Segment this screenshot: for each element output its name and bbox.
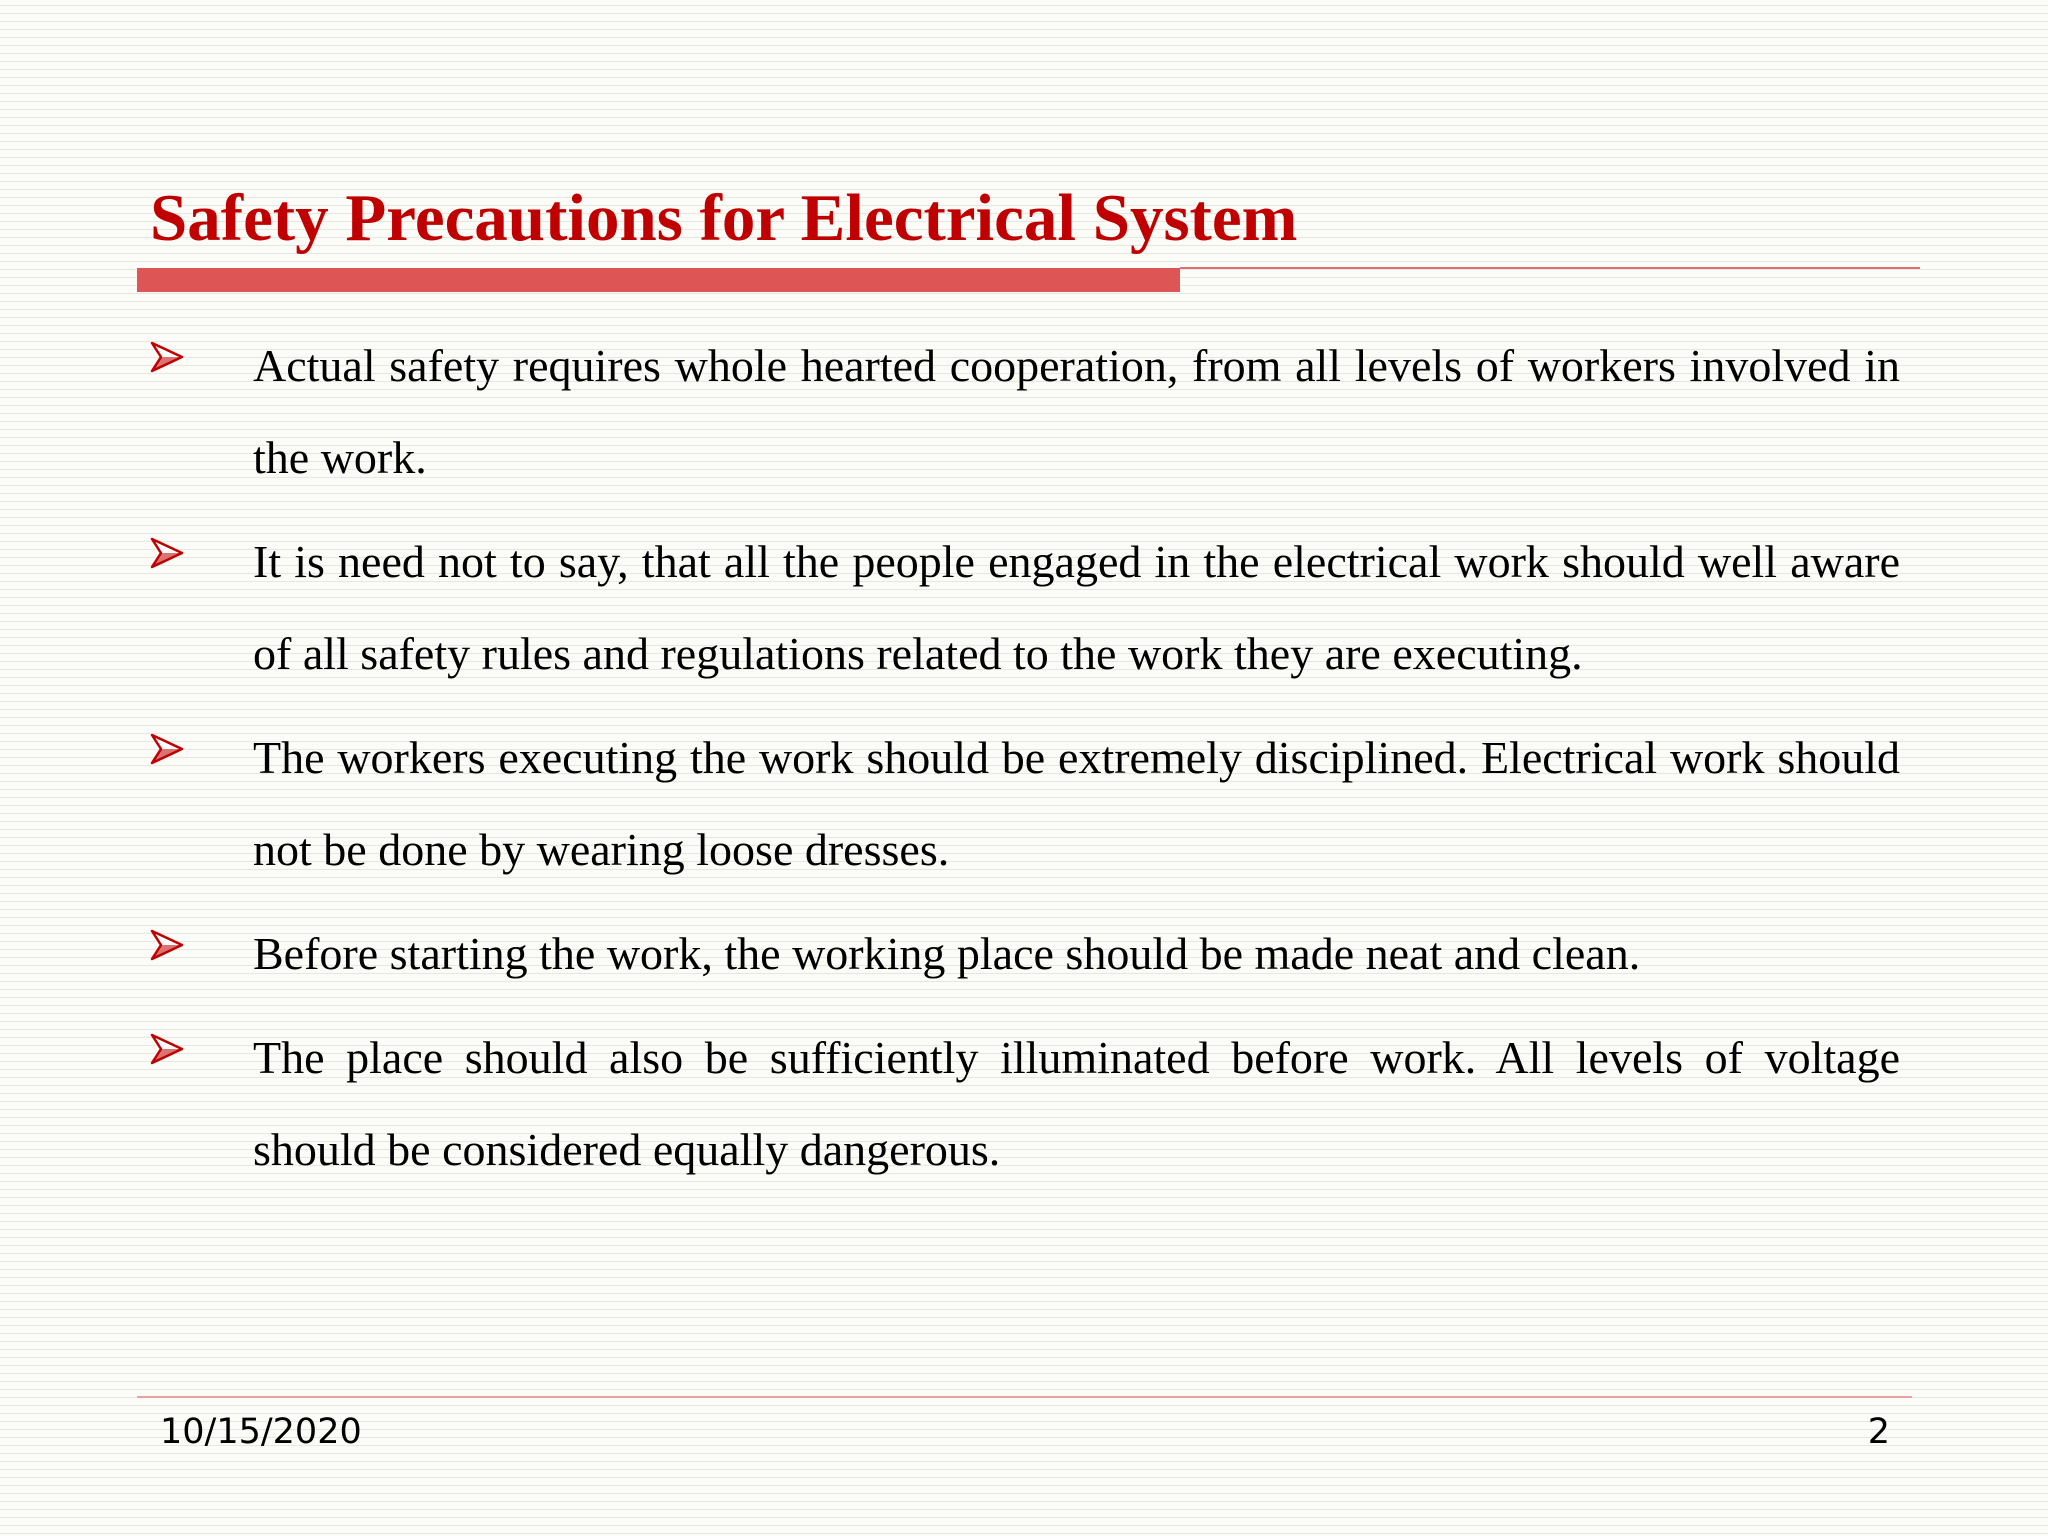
arrowhead-bullet-icon <box>150 536 184 570</box>
bullet-list <box>150 320 1900 1208</box>
bullet-text: The workers executing the work should be extremely disciplined. Electrical work should not be done by wearing loose dresses. <box>253 732 1900 875</box>
footer-date: 10/15/2020 <box>160 1412 362 1452</box>
bullet-text: Before starting the work, the working place should be made neat and clean. <box>253 928 1641 979</box>
bullet-item <box>150 320 1900 504</box>
footer-divider <box>137 1396 1912 1398</box>
bullet-text: It is need not to say, that all the people engaged in the electrical work should well aware of all safety rules and regulations related to the work they are executing. <box>253 536 1900 679</box>
bullet-text: The place should also be sufficiently illuminated before work. All levels of voltage should be considered equally dangerous. <box>253 1032 1900 1175</box>
title-underline-thin <box>1180 267 1920 269</box>
bullet-text: Actual safety requires whole hearted cooperation, from all levels of workers involved in the work. <box>253 340 1900 483</box>
bullet-item <box>150 712 1900 896</box>
bullet-item <box>150 516 1900 700</box>
slide-title: Safety Precautions for Electrical System <box>150 181 1298 255</box>
bullet-item <box>150 908 1900 1000</box>
arrowhead-bullet-icon <box>150 732 184 766</box>
title-underline-bar <box>137 268 1180 292</box>
arrowhead-bullet-icon <box>150 1032 184 1066</box>
bullet-item <box>150 1012 1900 1196</box>
arrowhead-bullet-icon <box>150 340 184 374</box>
page-number: 2 <box>1867 1412 1890 1452</box>
arrowhead-bullet-icon <box>150 928 184 962</box>
